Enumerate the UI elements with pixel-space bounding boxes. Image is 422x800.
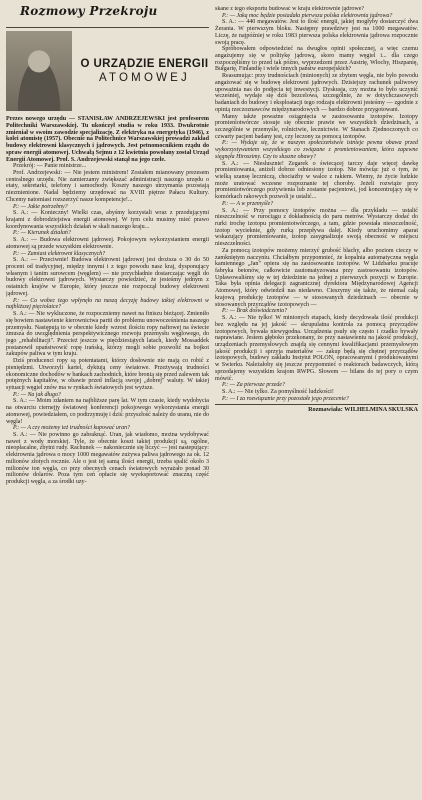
article-paragraph: Reasumując: przy trudnościach (minionych) ze zbytem węgla, nie było powodu angażować się w budowę elektrowni jądrowych. Dzisiejszy rachunek paliwowy upoważnia nas do podjęcia tej inwestycji. Dyskusja, czy można to było uczynić wcześniej, wydaje się dziś bezcelowa, szczególnie, że w dotychczasowych badaniach do budowy i eksploatacji tego rodzaju elektrowni jesteśmy — zgodnie z opinią rzeczoznawców międzynarodowych — bardzo dobrze przygotowani. xyxy=(215,73,418,113)
article-lead xyxy=(6,116,209,163)
title-line-2: ATOMOWEJ xyxy=(99,71,190,84)
right-body-text xyxy=(215,6,418,402)
article-paragraph: S. A.: — Nie powinno go zabraknąć. Uran, jak wiadomo, można wydobywać nawet z wody morskiej. Tyle, że obecnie koszt takiej produkcji są, ogólne, nieopłacalne, zbytni rudy. Rachunek — nakoniecznie się liczyć — jest nastepujący: elektrownia jądrowa o mocy 1000 megawatów zużywa paliwa jądrowego za ok. 12 milionów złotych rocznie. Ale o jest tej samą ilości energii, trzeba spalić około 3 milionów ton węgla, co przy obecnych cenach światowych wyrażało ponad 30 milionów dolarów. Poza tym ceń opłacie się wyeksportować znaczną część produkcji węgla, a za środki uzy- xyxy=(6,432,209,486)
interviewer-question: P.: — Zamiast elektrowni klasycznych? xyxy=(13,250,106,257)
portrait-photo xyxy=(6,31,72,111)
interviewer-question: P.: — I za rozwiązanie przy pozostałe jego przecenie? xyxy=(222,395,349,402)
article-paragraph: Przekrój: — Panie ministrze... xyxy=(13,163,87,170)
article-paragraph: S. A.: — Nieslusznie! Zegarek o świecącej tarczy daje więcej dawkę promieniowania, aniżeli dobrze odniesiony izotop. Nie mówiąc już o tym, że wielką szansę leczniczą, chociażby w walce z rakiem. Wiemy, że życie ludzkie może uratować wczesne rozpoznanie tej choroby. Jeżeli rozwiąże przy promieniotwórczego pożywienia lub zostanie pacjentowi, jod koncentrujący się w komórkach rakowych pozwoli je ustalić... xyxy=(215,160,418,201)
interviewer-question: P.: — Kierunek działań? xyxy=(13,230,71,237)
interviewer-question: P.: — Jakie potrzebny? xyxy=(13,203,68,210)
article-paragraph: S. A.: — Nie wykluczone, że rozpoczniemy nawet na finiszu bieżącej. Zmieniło się bowiem nastawienie kierownictwa partii do problemu unowocześnienia naszego przemysłu. Następują to w obecnie kiedy wzrost ilościu ropy naftowej na świecie zmusza do uwzględnienia perspektywicznego rozwoju przemysłu węglowego, do jego „rehabilitacji". Przecież jeszcze w pięćdziesiątych latach, kiedy Mossaddek postanowił upaństwowić ropę irańską, którzy mogli sobie pozwolić na bojkot zakupów paliwa w tym kraju. xyxy=(6,311,209,358)
article-paragraph: S. A.: — Przy pomocy izotopów można — dla przykładu — ustalić nieszczelność w rurociągu z dokładnością do paru metrów. Wystarczy dodać do rurki trochę izotopu promieniotwórczego, a tam, gdzie powstała nieszczelność, izotop wycieknie, gdy rurką przepływa dalej. Kiedy uruchomimy aparat wskazujący promieniowanie, izotop zasygnalizuje swoją obecność w miejscu nieszczelności. xyxy=(215,207,418,248)
left-column xyxy=(6,6,209,796)
interviewer-question: P.: — Jaką moc będzie posiadała pierwsza polska elektrownia jądrowa? xyxy=(222,12,393,19)
article-paragraph: Mamy także poważne osiągnięcia w zastosowaniu izotopów. Izotopy promieniotwórcze stosuje się obecnie prawie we wszystkich dziedzinach, a szczególnie w przemyśle, rolnictwie, lecznictwie. W Stanach Zjednoczonych co czwarty pacjent badany jest, czy leczony za pomocą izotopów. xyxy=(215,113,418,140)
article-paragraph: S. A.: — Moim zdaniem na najbliższe parę lat. W tym czasie, kiedy wydobycia na otwarciu ciernejjy światowej konferencji pokojowego wykorzystania energii atomowej, powiedziałem, co podtrzymuję i dziś: przyszłość należy do uranu, nie do węgla! xyxy=(6,398,209,425)
article-paragraph: S. A.: — Nie tylko! W minionych etapach, kiedy decydowała ilość produkcji bez względu na jej jakość — skrupulatna kontrola za pomocą przyrządów izotopowych, bywała niewygodna. Urządzenia psuły się często i rzadko bywały naprawiane. Jestem głęboko przekonany, że przy nastawieniu na jakość produkcji, urządzeniach przemysłowych znajdą się cennymi kwalifikacjami przemysłowym jakość produkcji i sprzyja materiałów — zakup będą się chętnej przyrządów izotopowych, budowy zakładu Instytut POLON, opracowanymi i produkowanymi w Swierku. Należałoby się jeszcze przypomnieć o reaktorach badawczych, którą sprzedajemy wszystkim krajom RWPG. Słowem — bilans do tej pory o czym mówić. xyxy=(215,315,418,382)
interviewer-question: P.: — Na jak długo? xyxy=(13,391,61,398)
rubric-heading: Rozmowy Przekroju xyxy=(6,6,209,28)
article-paragraph: S. A.: — Nie tylko. Za pomyślność ludzkości! xyxy=(222,388,334,395)
article-paragraph: Prof. Andrzejewski: — Nie jestem ministrem! Zostałem mianowany prezesem centralnego urzędu. Nie zamierzamy zwiększać administracji naszego urzędu o etaty, sekretarki, telefony i samochody. Koszty naszego utrzymania pozostają niezmienione. Nadal będziemy urzędować na XVIII piętrze Pałacu Kultury. Chcemy natomiast rozszerzyć nasze kompetencje!... xyxy=(6,169,209,203)
article-paragraph: skane z tego eksportu budować w kraju elektrownie jądrowe? xyxy=(215,6,365,12)
article-paragraph: S. A.: — 440 megawatów. Jest to ilość energii, jakiej mogłyby dostarczyć dwa Żerania. W pierwszym bloku. Następny prawdziwy jest na 1000 megawatów. Liczę, że najpóźniej w roku 1983 pierwsza polska elektrownia jądrowa rozpocznie swoją pracę. xyxy=(215,19,418,46)
interviewer-question: P.: — A w przemyśle? xyxy=(222,200,274,207)
article-paragraph: Za pomocą izotopów możemy mierzyć grubość blachy, albo poziom cieczy w zamkniętym naczyniu. Chciałbym przypomnieć, że kopalnia automatyczna węgla kamiennego „Jan" opiera się na zastosowaniu izotopów. W Lidzbarku pracuje fabryka betonów, całkowicie zautomatyzowana przy zastosowaniu izotopów. Upławowaliśmy się w tej dziedzinie na jednej z pierwszych pozycji w Europie. Taka była opinia delegacji zagranicznej dyrektora Międzynarodowej Agencji Atomowej, który odwiedził nas niedawno. Cieszymy się także, że niemal całą krajową produkcję izotopów — w stosowanych dziedzinach — obecnie w stosowanych przyrządów izotopowych — xyxy=(215,247,418,308)
interviewer-question: P.: — Brak doświadczenia? xyxy=(222,308,288,315)
interviewer-question: P.: — Za pierwsze przede? xyxy=(222,382,285,389)
article-paragraph: Dziś producenci ropy są potentatami, którzy dosłownie nie mają co robić z pieniędzmi. Utworzyli kartel, dyktują ceny światowe. Przeżywają trudności ekonomiczne dochodów w bankach zachodnich, które bronią się przed zalewem tak potężnych kapitałów, w obawie przed inflacją swojej „dobrej" waluty. W takiej sytuacji węgiel znów ma w rynkach światowych jest wyższe. xyxy=(6,358,209,391)
columns xyxy=(6,6,418,796)
left-body-text xyxy=(6,163,209,486)
title-line-1: O URZĄDZIE ENERGII xyxy=(80,57,209,70)
author-signature: Rozmawiała: WILHELMINA SKULSKA xyxy=(215,404,418,414)
article-paragraph: Spróbowałem odpowiedzieć na dwugłos opinii społecznej, a więc czemu angażujemy się w politykę jądrową, skoro mamy węgiel i... dla czego rozpoczęliśmy to przed tak późno, wyprzedzeni przez Austrię, Włochy, Hiszpanię, Bułgarię, Finlandię i wiele innych państw europejskich? xyxy=(215,46,418,73)
interviewer-question: P.: — Wydaje się, że w naszym społeczeństwie istnieje pewna obawa przed wykorzystywaniem wszystkiego co związane z promieniowaniem, która zapewne sięgnęła Hiroszimy. Czy to słuszne obawy? xyxy=(215,140,418,160)
right-column xyxy=(215,6,418,796)
article-title xyxy=(80,58,209,85)
interviewer-question: P.: — Co wobec tego wpłynęło na naszą decyzję budowy takiej elektrowni w najbliższej pięciolatce? xyxy=(6,297,209,311)
article-header xyxy=(6,32,209,110)
article-paragraph: S. A.: — Przeciwnie! Budowa elektrowni jądrowej jest droższa o 30 do 50 procent od tradycyjnej, między innymi i z tego powodu nasz kraj, dysponujący własnym i tanim surowcem (węglem) — nie przychładnie dostarczając węgli do budowy elektrowni jądrowych. Wystarczy powiedzieć, że jesteśmy jednym z ostatnich krajów w Europie, który jeszcze nie rozpoczął budowy elektrowni jądrowej. xyxy=(6,257,209,297)
lead-paragraph: Prezes nowego urzędu — STANISŁAW ANDRZEJEWSKI jest profesorem Politechniki Warszawskiej. Tu ukończył studia w roku 1933. Dwukrotnie zmieniał w swoim zawodzie specjalizację. Z elektryka na energetyka (1946), z kolei atomistę (1957). Obecnie na Politechnice Warszawskiej prowadzi zakład budowy elektrowni klasycznych i jądrowych. Jest petnomocnikiem rządu do spraw energii atomowej. Uchwałą Sejmu z 12 kwietnia powołany został Urząd Energii Atomowej. Prof. S. Andrzejewski stanął na jego czele. xyxy=(6,116,209,163)
article-paragraph: S. A.: — Budowa elektrowni jądrowej. Pokojowym wykorzystaniem energii atomowej są przede wszystkim elektrownie. xyxy=(6,237,209,250)
article-paragraph: S. A.: — Konieczny! Wielki czas, abyśmy korzystali wraz z przodującymi krajami z dobrodziejstwa energii atomowej. W tym celu musimy mieć prawo koordynowania wszystkich działań w skali naszego kraju... xyxy=(6,210,209,230)
interviewer-question: P.: — A czy możemy też trudności kupować uran? xyxy=(13,425,130,432)
